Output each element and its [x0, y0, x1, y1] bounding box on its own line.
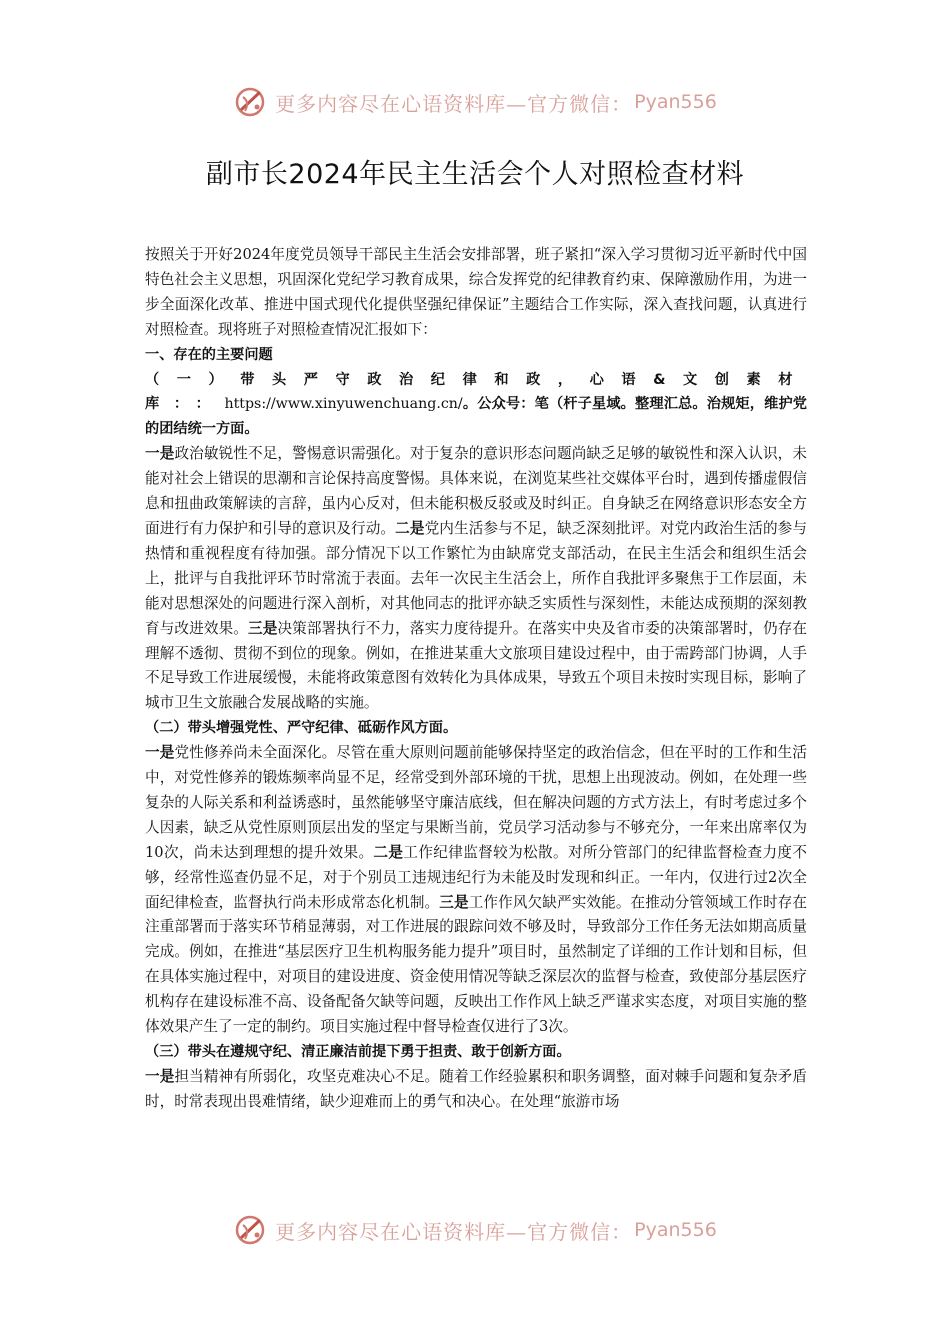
keyword-second: 二是: [395, 519, 425, 537]
watermark-header: [0, 82, 950, 122]
paragraph-political: [145, 442, 807, 716]
keyword-third: 三是: [439, 893, 469, 911]
subsection-heading-1-part-b: 。公众号：笔（杆子星域。整理汇总。治规矩，维护党的团结统一方面。: [145, 396, 807, 438]
subsection-heading-2: （二）带头增强党性、严守纪律、砥砺作风方面。: [145, 720, 458, 737]
text-second: 党内生活参与不足，缺乏深刻批评。对党内政治生活的参与热情和重视程度有待加强。部分情况下以工作繁忙为由缺席党支部活动，在民主生活会和组织生活会上，批评与自我批评环节时常流于表面。去年一次民主生活会上，所作自我批评多聚焦于工作层面，未能对思想深处的问题进行深入剖析，对其他同志的批评亦缺乏实质性与深刻性，未能达成预期的深刻教育与改进效果。: [145, 519, 807, 637]
brush-logo-icon: [233, 85, 267, 119]
document-title: 副市长2024年民主生活会个人对照检查材料: [205, 159, 745, 190]
keyword-first: 一是: [145, 445, 175, 463]
website-link[interactable]: https://www.xinyuwenchuang.cn/: [224, 396, 463, 413]
watermark-text: 更多内容尽在心语资料库—官方微信：: [275, 91, 633, 116]
intro-paragraph: 按照关于开好2024年度党员领导干部民主生活会安排部署，班子紧扣“深入学习贯彻习近平新时代中国特色社会主义思想，巩固深化党纪学习教育成果，综合发挥党的纪律教育约束、保障激励作用，为进一步全面深化改革、推进中国式现代化提供坚强纪律保证”主题结合工作实际，深入查找问题，认真进行对照检查。现将班子对照检查情况汇报如下：: [145, 246, 807, 338]
subsection-heading-1-part-a: （一）带头严守政治纪律和政，心语&文创素材库：：: [145, 371, 807, 413]
section-heading-problems: 一、存在的主要问题: [145, 346, 273, 363]
paragraph-responsibility: [145, 1065, 807, 1115]
watermark-footer: [0, 1210, 950, 1250]
watermark-text: 更多内容尽在心语资料库—官方微信：: [275, 1219, 633, 1244]
subsection-heading-1: [145, 368, 807, 443]
keyword-first: 一是: [145, 1067, 175, 1085]
text-first: 党性修养尚未全面深化。尽管在重大原则问题前能够保持坚定的政治信念，但在平时的工作和生活中，对党性修养的锻炼频率尚显不足，经常受到外部环境的干扰，思想上出现波动。例如，在处理一些复杂的人际关系和利益诱惑时，虽然能够坚守廉洁底线，但在解决问题的方式方法上，有时考虑过多个人因素，缺乏从党性原则顶层出发的坚定与果断当前，党员学习活动参与不够充分，一年来出席率仅为10次，尚未达到理想的提升效果。: [145, 744, 807, 861]
document-body: [145, 243, 807, 1115]
brush-logo-icon: [233, 1213, 267, 1247]
watermark-wechat-id: Pyan556: [634, 1219, 717, 1241]
text-first: 政治敏锐性不足，警惕意识需强化。对于复杂的意识形态问题尚缺乏足够的敏锐性和深入认识，未能对社会上错误的思潮和言论保持高度警惕。具体来说，在浏览某些社交媒体平台时，遇到传播虚假信息和扭曲政策解读的言辞，虽内心反对，但未能积极反驳或及时纠正。自身缺乏在网络意识形态安全方面进行有力保护和引导的意识及行动。: [145, 445, 807, 537]
keyword-third: 三是: [248, 619, 278, 637]
text-third: 决策部署执行不力，落实力度待提升。在落实中央及省市委的决策部署时，仍存在理解不透彻、贯彻不到位的现象。例如，在推进某重大文旅项目建设过程中，由于需跨部门协调，人手不足导致工作进展缓慢，未能将政策意图有效转化为具体成果，导致五个项目未按时实现目标，影响了城市卫生文旅融合发展战略的实施。: [145, 619, 807, 712]
keyword-first: 一是: [145, 744, 175, 762]
keyword-second: 二是: [373, 843, 404, 861]
subsection-heading-3: （三）带头在遵规守纪、清正廉洁前提下勇于担责、敢于创新方面。: [145, 1044, 571, 1060]
text-first: 担当精神有所弱化，攻坚克难决心不足。随着工作经验累积和职务调整，面对棘手问题和复杂矛盾时，时常表现出畏难情绪，缺少迎难而上的勇气和决心。在处理“旅游市场: [145, 1067, 807, 1110]
watermark-wechat-id: Pyan556: [634, 91, 717, 113]
text-second: 工作纪律监督较为松散。对所分管部门的纪律监督检查力度不够，经常性巡查仍显不足，对于个别员工违规违纪行为未能及时发现和纠正。一年内，仅进行过2次全面纪律检查，监督执行尚未形成常态化机制。: [145, 843, 807, 911]
text-third: 工作作风欠缺严实效能。在推动分管领域工作时存在注重部署而于落实环节稍显薄弱，对工作进展的跟踪问效不够及时，导致部分工作任务无法如期高质量完成。例如，在推进“基层医疗卫生机构服务能力提升”项目时，虽然制定了详细的工作计划和目标，但在具体实施过程中，对项目的建设进度、资金使用情况等缺乏深层次的监督与检查，致使部分基层医疗机构存在建设标准不高、设备配备欠缺等问题，反映出工作作风上缺乏严谨求实态度，对项目实施的整体效果产生了一定的制约。项目实施过程中督导检查仅进行了3次。: [145, 893, 807, 1036]
paragraph-party-spirit: [145, 741, 807, 1040]
